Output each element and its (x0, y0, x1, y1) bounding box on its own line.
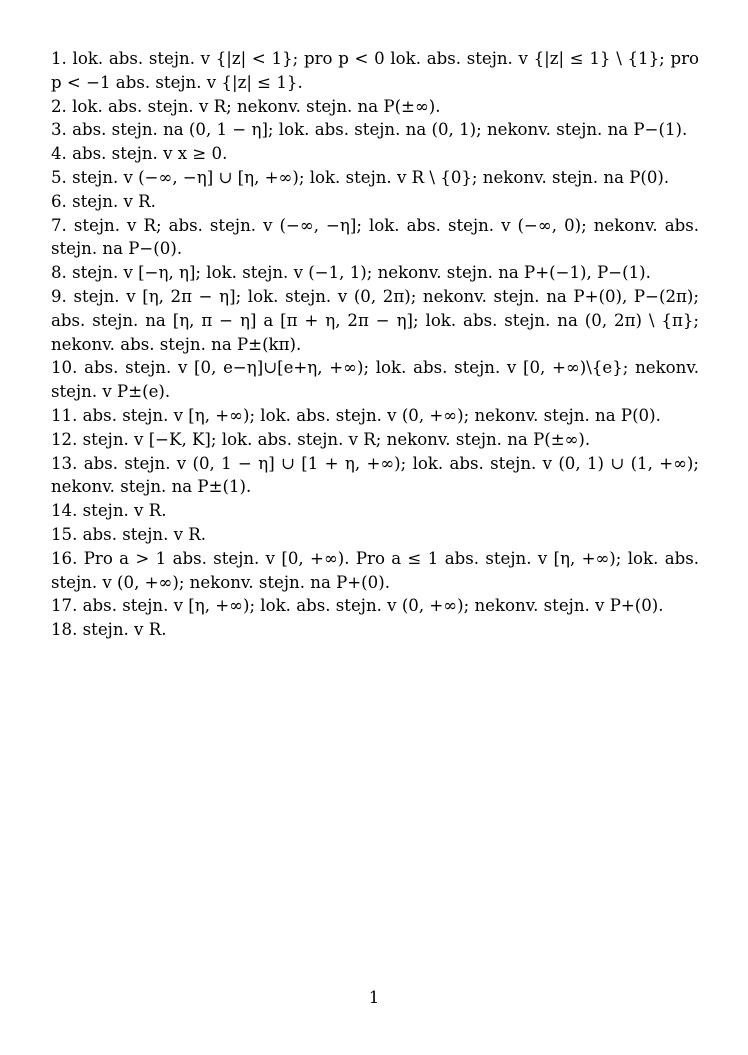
answer-item: 13. abs. stejn. v (0, 1 − η] ∪ [1 + η, +∞); lok. abs. stejn. v (0, 1) ∪ (1, +∞); nekonv. stejn. na P±(1). (51, 453, 699, 497)
answer-item: 16. Pro a > 1 abs. stejn. v [0, +∞). Pro a ≤ 1 abs. stejn. v [η, +∞); lok. abs. stejn. v (0, +∞); nekonv. stejn. na P+(0). (51, 548, 699, 592)
answer-item: 1. lok. abs. stejn. v {|z| < 1}; pro p < 0 lok. abs. stejn. v {|z| ≤ 1} \ {1}; pro p < −1 abs. stejn. v {|z| ≤ 1}. (51, 49, 699, 92)
answer-item: 8. stejn. v [−η, η]; lok. stejn. v (−1, 1); nekonv. stejn. na P+(−1), P−(1). (51, 263, 651, 283)
answer-item: 9. stejn. v [η, 2π − η]; lok. stejn. v (0, 2π); nekonv. stejn. na P+(0), P−(2π); abs. stejn. na [η, π − η] a [π + η, 2π − η]; lok. abs. stejn. na (0, 2π) \ {π}; nekonv. abs. stejn. na P±(kπ). (51, 286, 699, 354)
answer-item: 6. stejn. v R. (51, 191, 156, 211)
answer-item: 7. stejn. v R; abs. stejn. v (−∞, −η]; lok. abs. stejn. v (−∞, 0); nekonv. abs. stejn. na P−(0). (51, 215, 699, 259)
answer-item: 5. stejn. v (−∞, −η] ∪ [η, +∞); lok. stejn. v R \ {0}; nekonv. stejn. na P(0). (51, 167, 670, 187)
answer-item: 4. abs. stejn. v x ≥ 0. (51, 144, 228, 164)
answer-item: 2. lok. abs. stejn. v R; nekonv. stejn. na P(±∞). (51, 96, 441, 116)
answer-item: 18. stejn. v R. (51, 620, 167, 640)
answer-item: 11. abs. stejn. v [η, +∞); lok. abs. stejn. v (0, +∞); nekonv. stejn. na P(0). (51, 405, 661, 425)
answer-item: 3. abs. stejn. na (0, 1 − η]; lok. abs. stejn. na (0, 1); nekonv. stejn. na P−(1). (51, 120, 688, 140)
answer-item: 14. stejn. v R. (51, 501, 167, 521)
page-number: 1 (368, 988, 380, 1007)
answer-item: 10. abs. stejn. v [0, e−η]∪[e+η, +∞); lok. abs. stejn. v [0, +∞)\{e}; nekonv. stejn. v P±(e). (51, 358, 699, 402)
answer-item: 12. stejn. v [−K, K]; lok. abs. stejn. v R; nekonv. stejn. na P(±∞). (51, 429, 591, 449)
answer-item: 17. abs. stejn. v [η, +∞); lok. abs. stejn. v (0, +∞); nekonv. stejn. v P+(0). (51, 596, 664, 616)
answer-list (51, 47, 699, 642)
answer-item: 15. abs. stejn. v R. (51, 524, 207, 544)
